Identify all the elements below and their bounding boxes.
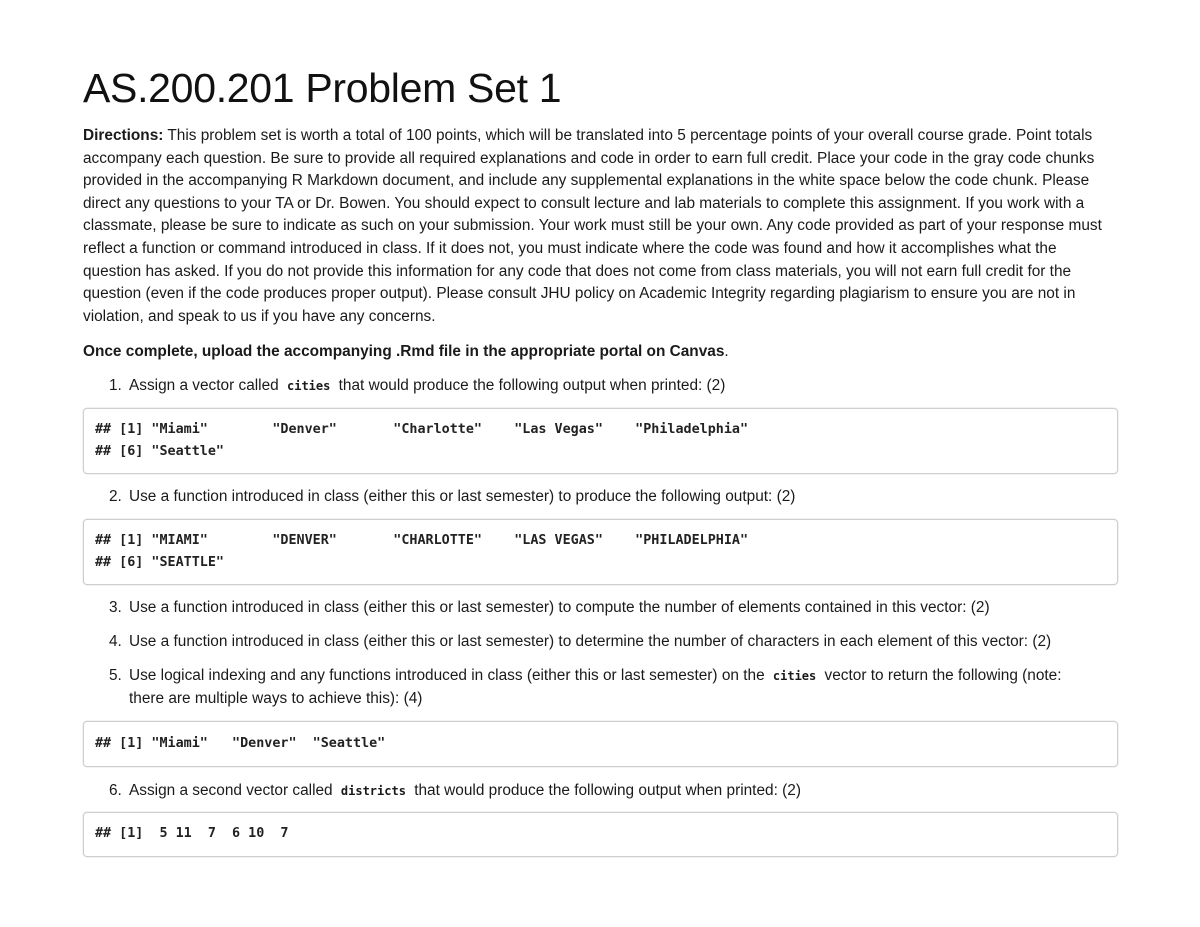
question-text: vector to return the following (note:	[824, 667, 1062, 684]
code-output-line: ## [1] "MIAMI" "DENVER" "CHARLOTTE" "LAS VEGAS" "PHILADELPHIA"	[95, 533, 749, 548]
directions-label: Directions:	[83, 127, 164, 144]
question-4	[109, 631, 1099, 654]
question-text-continued: there are multiple ways to achieve this): (4)	[129, 689, 423, 707]
question-text: Use a function introduced in class (either this or last semester) to determine the number of characters in each element of this vector: (2)	[129, 633, 1052, 650]
question-text: Assign a vector called	[129, 377, 279, 394]
inline-code: districts	[340, 784, 406, 798]
question-text: that would produce the following output when printed: (2)	[338, 377, 726, 394]
question-number: 3.	[109, 599, 122, 616]
code-output-line: ## [6] "SEATTLE"	[95, 555, 224, 570]
question-number: 5.	[109, 667, 122, 684]
question-number: 4.	[109, 633, 122, 650]
question-number: 6.	[109, 782, 122, 799]
directions-text: This problem set is worth a total of 100 points, which will be translated into 5 percentage points of your overall course grade. Point totals accompany each question. Be sure to provide all required explanations and code in order to earn full credit. Place your code in the gray code chunks provided in the accompanying R Markdown document, and include any supplemental explanations in the white space below the code chunk. Please direct any questions to your TA or Dr. Bowen. You should expect to consult lecture and lab materials to complete this assignment. If you work with a classmate, please be sure to indicate as such on your submission. Your work must still be your own. Any code provided as part of your response must reflect a function or command introduced in class. If it does not, you must indicate where the code was found and how it accomplishes what the question has asked. If you do not provide this information for any code that does not come from class materials, you will not earn full credit for the question (even if the code produces proper output). Please consult JHU policy on Academic Integrity regarding plagiarism to ensure you are not in violation, and speak to us if you have any concerns.	[83, 127, 1102, 325]
question-text: Use a function introduced in class (either this or last semester) to compute the number of elements contained in this vector: (2)	[129, 599, 990, 616]
upload-note-period: .	[724, 343, 729, 360]
question-3	[109, 597, 1099, 620]
code-output-block	[83, 519, 1118, 585]
code-output-block	[83, 408, 1118, 474]
inline-code: cities	[287, 379, 331, 393]
question-text: Assign a second vector called	[129, 782, 333, 799]
question-text: that would produce the following output when printed: (2)	[414, 782, 801, 799]
code-output-line: ## [6] "Seattle"	[95, 444, 224, 459]
question-number: 1.	[109, 377, 122, 394]
page-title: AS.200.201 Problem Set 1	[83, 65, 562, 111]
question-6	[109, 780, 1099, 803]
code-output-block	[83, 721, 1118, 767]
upload-note-text: Once complete, upload the accompanying .Rmd file in the appropriate portal on Canvas	[83, 343, 725, 360]
code-output-line: ## [1] "Miami" "Denver" "Charlotte" "Las Vegas" "Philadelphia"	[95, 422, 749, 437]
question-text: Use a function introduced in class (either this or last semester) to produce the following output: (2)	[129, 488, 796, 505]
question-number: 2.	[109, 488, 122, 505]
question-5	[109, 665, 1099, 710]
code-output-line: ## [1] 5 11 7 6 10 7	[95, 826, 289, 841]
question-2	[109, 486, 1099, 509]
question-1	[109, 375, 1099, 398]
code-output-line: ## [1] "Miami" "Denver" "Seattle"	[95, 736, 386, 751]
question-text: Use logical indexing and any functions introduced in class (either this or last semester) on the	[129, 667, 765, 684]
inline-code: cities	[772, 669, 817, 683]
directions-paragraph	[83, 125, 1118, 328]
upload-note	[83, 341, 729, 363]
code-output-block	[83, 812, 1118, 857]
